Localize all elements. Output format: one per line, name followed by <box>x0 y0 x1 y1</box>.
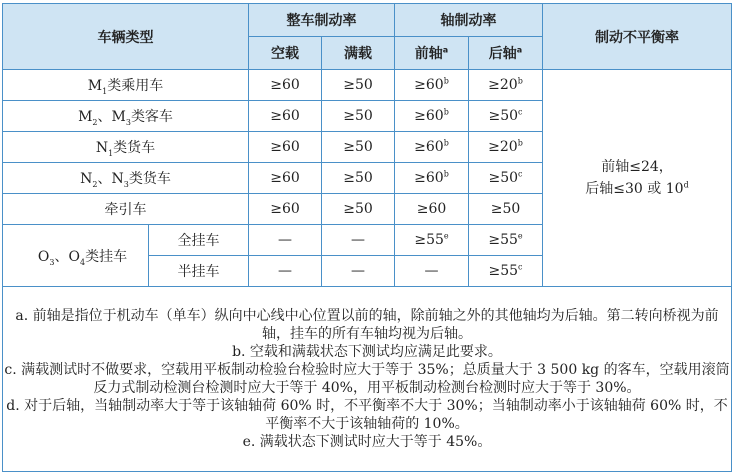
footnote-c: c. 满载测试时不做要求，空载用平板制动检验台检验时应大于等于 35%；总质量大于 3 500 kg 的客车，空载用滚筒反力式制动检测台检测时应大于等于 40%，用平板制动检测台检测时应大于等于 30%。 <box>4 362 730 396</box>
rear-axle-cell: $\ge 55^e$ <box>469 225 543 256</box>
full-load-cell: — <box>322 225 395 256</box>
empty-load-cell: ≥60 <box>249 194 322 225</box>
empty-load-cell: ≥60 <box>249 70 322 101</box>
front-axle-cell: ≥60 <box>395 194 469 225</box>
empty-load-cell: — <box>249 225 322 256</box>
header-empty-load: 空载 <box>249 37 322 70</box>
header-braking-imbalance: 制动不平衡率 <box>543 4 732 70</box>
rear-axle-cell: $\ge 50^c$ <box>469 101 543 132</box>
header-rear-axle: 后轴$^a$ <box>469 37 543 70</box>
table-row <box>3 70 732 101</box>
rear-axle-cell: ≥50 <box>469 194 543 225</box>
empty-load-cell: ≥60 <box>249 101 322 132</box>
braking-rate-table <box>2 3 732 472</box>
front-axle-cell: $\ge 60^b$ <box>395 101 469 132</box>
front-axle-cell: — <box>395 256 469 287</box>
footnote-b: b. 空载和满载状态下测试均应满足此要求。 <box>232 344 502 360</box>
vehicle-type-cell: 牵引车 <box>3 194 249 225</box>
vehicle-type-cell: $M_2$、$M_3$类客车 <box>3 101 249 132</box>
vehicle-type-cell: $N_1$类货车 <box>3 132 249 163</box>
full-load-cell: ≥50 <box>322 101 395 132</box>
empty-load-cell: ≥60 <box>249 163 322 194</box>
full-load-cell: ≥50 <box>322 194 395 225</box>
full-trailer-label: 全挂车 <box>149 225 249 256</box>
vehicle-type-cell: $M_1$类乘用车 <box>3 70 249 101</box>
footnotes-cell <box>3 287 732 472</box>
header-row-1 <box>3 4 732 37</box>
full-load-cell: — <box>322 256 395 287</box>
front-axle-cell: $\ge 60^b$ <box>395 132 469 163</box>
footnote-d: d. 对于后轴，当轴制动率大于等于该轴轴荷 60% 时，不平衡率不大于 30%；当轴制动率小于该轴轴荷 60% 时，不平衡率不大于该轴轴荷的 10%。 <box>6 398 728 432</box>
rear-axle-cell: $\ge 50^c$ <box>469 163 543 194</box>
footnote-e: e. 满载状态下测试时应大于等于 45%。 <box>242 434 492 450</box>
front-axle-cell: $\ge 60^b$ <box>395 163 469 194</box>
empty-load-cell: ≥60 <box>249 132 322 163</box>
footnote-a: a. 前轴是指位于机动车（单车）纵向中心线中心位置以前的轴，除前轴之外的其他轴均为后轴。第二转向桥视为前轴，挂车的所有车轴均视为后轴。 <box>15 308 719 342</box>
trailer-type-cell: $O_3$、$O_4$类挂车 <box>3 225 149 287</box>
rear-axle-cell: $\ge 55^c$ <box>469 256 543 287</box>
front-axle-cell: $\ge 60^b$ <box>395 70 469 101</box>
header-vehicle-type: 车辆类型 <box>3 4 249 70</box>
empty-load-cell: — <box>249 256 322 287</box>
header-full-load: 满载 <box>322 37 395 70</box>
notes-row <box>3 287 732 472</box>
header-whole-vehicle-braking: 整车制动率 <box>249 4 395 37</box>
front-axle-cell: $\ge 55^e$ <box>395 225 469 256</box>
imbalance-line-rear: 后轴≤30 或 10$^d$ <box>585 180 689 197</box>
header-axle-braking: 轴制动率 <box>395 4 543 37</box>
full-load-cell: ≥50 <box>322 132 395 163</box>
vehicle-type-cell: $N_2$、$N_3$类货车 <box>3 163 249 194</box>
imbalance-line-front: 前轴≤24， <box>601 159 673 175</box>
imbalance-cell <box>543 70 732 287</box>
header-front-axle: 前轴$^a$ <box>395 37 469 70</box>
rear-axle-cell: $\ge 20^b$ <box>469 70 543 101</box>
semi-trailer-label: 半挂车 <box>149 256 249 287</box>
full-load-cell: ≥50 <box>322 70 395 101</box>
rear-axle-cell: $\ge 20^b$ <box>469 132 543 163</box>
full-load-cell: ≥50 <box>322 163 395 194</box>
